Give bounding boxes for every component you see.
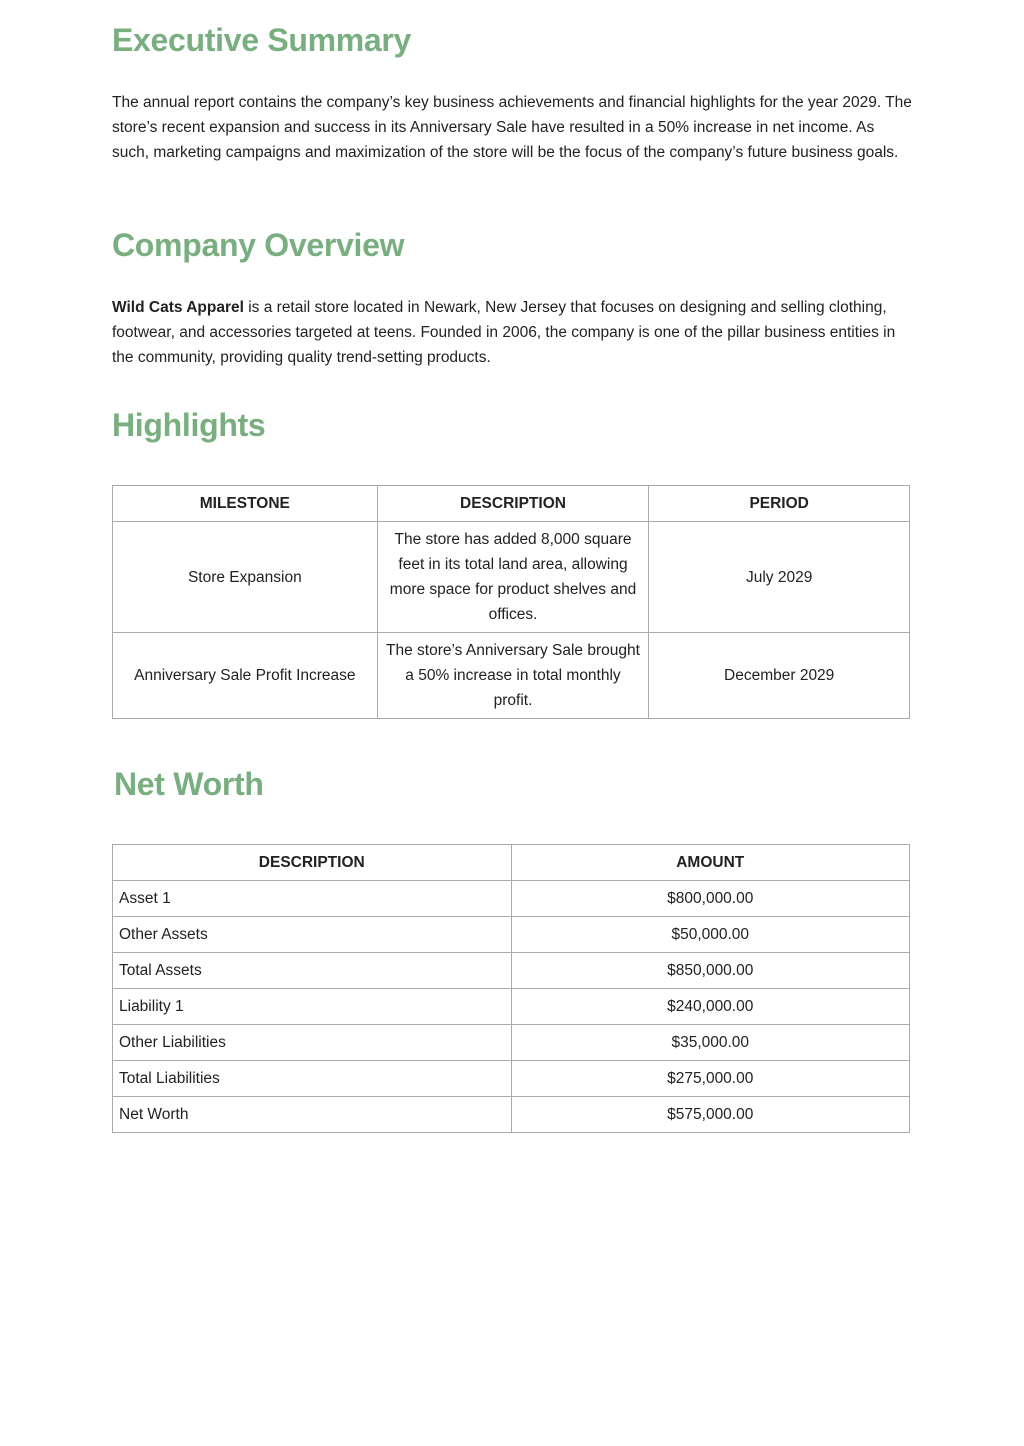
net-worth-table [112, 844, 910, 1133]
period-cell: December 2029 [649, 633, 910, 719]
amount-cell: $800,000.00 [511, 881, 909, 917]
description-cell: Total Assets [113, 953, 512, 989]
executive-summary-text: The annual report contains the company’s key business achievements and financial highlights for the year 2029. The store’s recent expansion and success in its Anniversary Sale have resulted in a 50% increase in net income. As such, marketing campaigns and maximization of the store will be the focus of the company’s future business goals. [112, 94, 912, 161]
description-cell: Other Liabilities [113, 1025, 512, 1061]
milestone-cell: Store Expansion [113, 522, 378, 633]
period-cell: July 2029 [649, 522, 910, 633]
amount-cell: $35,000.00 [511, 1025, 909, 1061]
table-row [113, 917, 910, 953]
milestone-cell: Anniversary Sale Profit Increase [113, 633, 378, 719]
description-cell: Liability 1 [113, 989, 512, 1025]
net-worth-header-row [113, 845, 910, 881]
net-worth-title: Net Worth [114, 766, 264, 802]
table-row [113, 522, 910, 633]
amount-cell: $240,000.00 [511, 989, 909, 1025]
executive-summary-title: Executive Summary [112, 22, 412, 58]
highlights-header-period: PERIOD [649, 486, 910, 522]
description-cell: Net Worth [113, 1097, 512, 1133]
amount-cell: $850,000.00 [511, 953, 909, 989]
highlights-table [112, 485, 910, 719]
net-worth-header-amount: AMOUNT [511, 845, 909, 881]
amount-cell: $575,000.00 [511, 1097, 909, 1133]
table-row [113, 1025, 910, 1061]
description-cell: Other Assets [113, 917, 512, 953]
net-worth-header-description: DESCRIPTION [113, 845, 512, 881]
amount-cell: $275,000.00 [511, 1061, 909, 1097]
description-cell: Total Liabilities [113, 1061, 512, 1097]
company-overview-body: is a retail store located in Newark, New Jersey that focuses on designing and selling clothing, footwear, and accessories targeted at teens. Founded in 2006, the company is one of the pillar business entities in the community, providing quality trend-setting products. [112, 299, 896, 366]
amount-cell: $50,000.00 [511, 917, 909, 953]
highlights-header-description: DESCRIPTION [377, 486, 649, 522]
table-row [113, 633, 910, 719]
table-row [113, 1097, 910, 1133]
highlights-header-milestone: MILESTONE [113, 486, 378, 522]
description-cell: The store has added 8,000 square feet in its total land area, allowing more space for product shelves and offices. [377, 522, 649, 633]
table-row [113, 1061, 910, 1097]
description-cell: The store’s Anniversary Sale brought a 50% increase in total monthly profit. [377, 633, 649, 719]
highlights-title: Highlights [112, 407, 266, 443]
highlights-header-row [113, 486, 910, 522]
company-overview-text [112, 295, 914, 370]
table-row [113, 881, 910, 917]
company-name: Wild Cats Apparel [112, 299, 244, 316]
table-row [113, 989, 910, 1025]
table-row [113, 953, 910, 989]
description-cell: Asset 1 [113, 881, 512, 917]
company-overview-title: Company Overview [112, 227, 405, 263]
